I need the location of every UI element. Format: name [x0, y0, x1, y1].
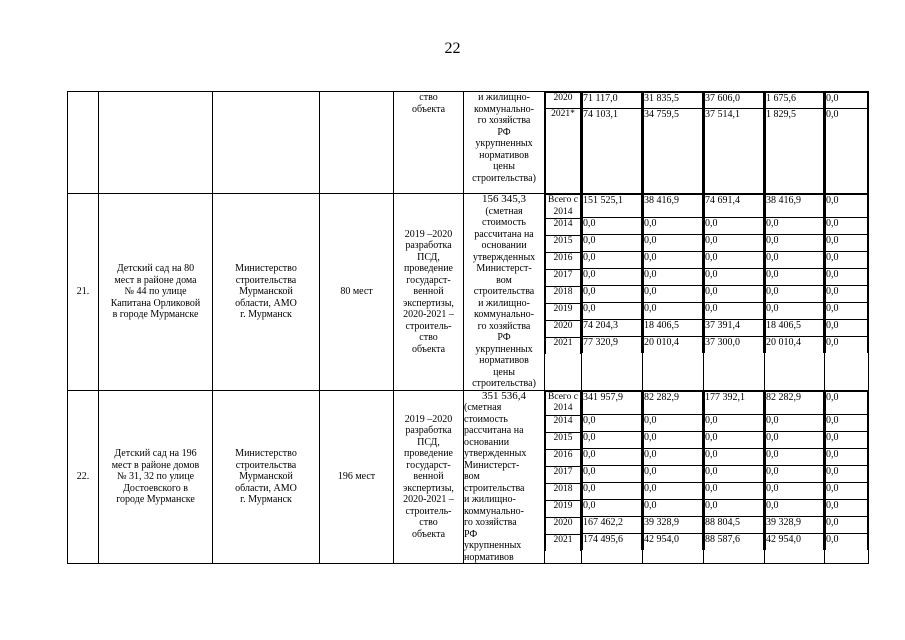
year-cell: 2021 [546, 338, 581, 355]
year-cell: 2016 [546, 253, 581, 270]
federal-cell: 82 282,9 [644, 391, 703, 414]
local-cell: 39 328,9 [766, 516, 824, 533]
other-cell-column [825, 390, 869, 564]
total-cell: 0,0 [583, 499, 642, 516]
other-cell: 0,0 [826, 320, 868, 337]
other-cell: 0,0 [826, 448, 868, 465]
local-cell: 82 282,9 [766, 391, 824, 414]
local-cell: 0,0 [766, 431, 824, 448]
regional-cell: 0,0 [705, 218, 764, 235]
year-cell: 2020 [546, 321, 581, 338]
regional-cell: 88 587,6 [705, 533, 764, 550]
year-cell: 2017 [546, 270, 581, 287]
year-cell: 2016 [546, 449, 581, 466]
regional-cell: 0,0 [705, 286, 764, 303]
local-cell: 0,0 [766, 482, 824, 499]
federal-cell: 42 954,0 [644, 533, 703, 550]
total-cell: 0,0 [583, 465, 642, 482]
federal-cell: 0,0 [644, 414, 703, 431]
other-cell: 0,0 [826, 414, 868, 431]
federal-cell: 0,0 [644, 303, 703, 320]
other-cell: 0,0 [826, 93, 868, 109]
other-cell-column [825, 194, 869, 391]
other-cell: 0,0 [826, 235, 868, 252]
cost-note: (сметная стоимость рассчитана на основании утвержденных Министерст- вом строительства и жилищно- коммунально- го хозяйства РФ укрупненных нормативов [464, 402, 527, 563]
federal-cell-column [643, 92, 704, 194]
program-table [67, 91, 869, 564]
other-cell: 0,0 [826, 516, 868, 533]
other-cell-column [825, 92, 869, 194]
total-cell: 167 462,2 [583, 516, 642, 533]
total-cell: 0,0 [583, 414, 642, 431]
local-cell: 0,0 [766, 303, 824, 320]
year-cell: 2014 [546, 415, 581, 432]
local-cell-column [765, 194, 825, 391]
stage-text: 2019 –2020 разработка ПСД, проведение государст- венной экспертизы, 2020-2021 – строитель- ство объекта [403, 413, 454, 540]
local-cell: 0,0 [766, 286, 824, 303]
total-cell: 0,0 [583, 448, 642, 465]
regional-cell: 0,0 [705, 269, 764, 286]
stage-cell [394, 390, 464, 564]
empty-cell [99, 92, 213, 194]
stage-text: ство объекта [411, 92, 446, 115]
capacity-text: 80 мест [340, 286, 373, 297]
stage-text: 2019 –2020 разработка ПСД, проведение государст- венной экспертизы, 2020-2021 – строитель- ство объекта [403, 228, 454, 355]
local-cell: 38 416,9 [766, 195, 824, 218]
regional-cell: 88 804,5 [705, 516, 764, 533]
other-cell: 0,0 [826, 391, 868, 414]
year-cell-column [545, 92, 582, 194]
local-cell: 0,0 [766, 499, 824, 516]
federal-cell: 0,0 [644, 448, 703, 465]
object-name: Детский сад на 196 мест в районе домов № 31, 32 по улице Достоевского в городе Мурманске [111, 448, 200, 505]
total-cell: 0,0 [583, 218, 642, 235]
other-cell: 0,0 [826, 218, 868, 235]
object-name-cell [99, 194, 213, 391]
local-cell: 1 675,6 [766, 93, 824, 109]
regional-cell: 37 514,1 [705, 109, 764, 194]
table-row [68, 194, 869, 391]
regional-cell: 0,0 [705, 482, 764, 499]
local-cell: 0,0 [766, 448, 824, 465]
total-cell: 74 204,3 [583, 320, 642, 337]
row-number-cell [68, 390, 99, 564]
regional-cell: 37 391,4 [705, 320, 764, 337]
regional-cell: 0,0 [705, 499, 764, 516]
regional-cell: 37 300,0 [705, 337, 764, 354]
year-cell: 2019 [546, 500, 581, 517]
other-cell: 0,0 [826, 195, 868, 218]
regional-cell: 0,0 [705, 252, 764, 269]
total-cell: 74 103,1 [583, 109, 642, 194]
regional-cell: 0,0 [705, 431, 764, 448]
year-cell: 2020 [546, 517, 581, 534]
other-cell: 0,0 [826, 482, 868, 499]
cost-value: 351 536,4 [482, 389, 526, 402]
total-cell-column [582, 194, 643, 391]
table-row [68, 390, 869, 564]
federal-cell: 0,0 [644, 235, 703, 252]
regional-cell: 37 606,0 [705, 93, 764, 109]
customer-cell [213, 194, 320, 391]
federal-cell: 0,0 [644, 465, 703, 482]
table-row-continued [68, 92, 869, 194]
regional-cell: 0,0 [705, 235, 764, 252]
year-cell: Всего с 2014 [546, 195, 581, 219]
year-cell: 2017 [546, 466, 581, 483]
regional-cell-column [704, 92, 765, 194]
local-cell: 0,0 [766, 465, 824, 482]
cost-cell [464, 92, 545, 194]
federal-cell: 31 835,5 [644, 93, 703, 109]
year-cell: 2020 [546, 93, 581, 109]
year-cell: 2014 [546, 219, 581, 236]
cost-value: 156 345,3 [482, 193, 526, 205]
federal-cell: 0,0 [644, 286, 703, 303]
total-cell: 0,0 [583, 431, 642, 448]
local-cell: 18 406,5 [766, 320, 824, 337]
regional-cell-column [704, 390, 765, 564]
capacity-text: 196 мест [337, 471, 376, 482]
regional-cell: 0,0 [705, 465, 764, 482]
local-cell: 0,0 [766, 269, 824, 286]
local-cell: 20 010,4 [766, 337, 824, 354]
empty-cell [213, 92, 320, 194]
year-cell: Всего с 2014 [546, 391, 581, 415]
customer-cell [213, 390, 320, 564]
total-cell-column [582, 390, 643, 564]
total-cell: 174 495,6 [583, 533, 642, 550]
federal-cell: 38 416,9 [644, 195, 703, 218]
stage-cell [394, 92, 464, 194]
other-cell: 0,0 [826, 252, 868, 269]
customer-text: Министерство строительства Мурманской области, АМО г. Мурманск [235, 263, 297, 320]
local-cell: 0,0 [766, 235, 824, 252]
other-cell: 0,0 [826, 286, 868, 303]
local-cell: 0,0 [766, 218, 824, 235]
row-number: 22. [76, 471, 90, 482]
row-number: 21. [76, 286, 90, 297]
year-cell: 2018 [546, 483, 581, 500]
total-cell: 77 320,9 [583, 337, 642, 354]
total-cell: 0,0 [583, 235, 642, 252]
cost-cell [464, 194, 545, 391]
total-cell: 0,0 [583, 252, 642, 269]
other-cell: 0,0 [826, 465, 868, 482]
customer-text: Министерство строительства Мурманской области, АМО г. Мурманск [235, 448, 297, 505]
federal-cell: 20 010,4 [644, 337, 703, 354]
federal-cell: 18 406,5 [644, 320, 703, 337]
cost-cell [464, 390, 545, 564]
federal-cell: 39 328,9 [644, 516, 703, 533]
federal-cell: 0,0 [644, 218, 703, 235]
other-cell: 0,0 [826, 431, 868, 448]
total-cell: 151 525,1 [583, 195, 642, 218]
other-cell: 0,0 [826, 499, 868, 516]
cost-note: (сметная стоимость рассчитана на основании утвержденных Министерст- вом строительства и жилищно- коммунально- го хозяйства РФ укрупненных нормативов цены строительства) [472, 205, 536, 389]
total-cell-column [582, 92, 643, 194]
cost-note: и жилищно- коммунально- го хозяйства РФ укрупненных нормативов цены строительства) [472, 92, 536, 184]
local-cell-column [765, 92, 825, 194]
federal-cell: 0,0 [644, 482, 703, 499]
other-cell: 0,0 [826, 337, 868, 354]
year-cell: 2015 [546, 432, 581, 449]
local-cell: 0,0 [766, 252, 824, 269]
local-cell: 1 829,5 [766, 109, 824, 194]
other-cell: 0,0 [826, 269, 868, 286]
local-cell: 42 954,0 [766, 533, 824, 550]
federal-cell: 34 759,5 [644, 109, 703, 194]
local-cell-column [765, 390, 825, 564]
year-cell: 2021 [546, 534, 581, 551]
empty-cell [68, 92, 99, 194]
total-cell: 71 117,0 [583, 93, 642, 109]
capacity-cell [320, 390, 394, 564]
other-cell: 0,0 [826, 109, 868, 194]
total-cell: 0,0 [583, 303, 642, 320]
page-number: 22 [444, 40, 461, 57]
regional-cell: 74 691,4 [705, 195, 764, 218]
object-name: Детский сад на 80 мест в районе дома № 44 по улице Капитана Орликовой в городе Мурманске [110, 263, 201, 320]
year-cell: 2021* [546, 109, 581, 194]
stage-cell [394, 194, 464, 391]
total-cell: 0,0 [583, 482, 642, 499]
federal-cell-column [643, 194, 704, 391]
regional-cell: 0,0 [705, 414, 764, 431]
capacity-cell [320, 194, 394, 391]
regional-cell: 177 392,1 [705, 391, 764, 414]
other-cell: 0,0 [826, 533, 868, 550]
federal-cell: 0,0 [644, 252, 703, 269]
year-cell-column [545, 390, 582, 564]
total-cell: 0,0 [583, 269, 642, 286]
federal-cell: 0,0 [644, 431, 703, 448]
total-cell: 0,0 [583, 286, 642, 303]
regional-cell: 0,0 [705, 448, 764, 465]
federal-cell: 0,0 [644, 499, 703, 516]
year-cell-column [545, 194, 582, 391]
total-cell: 341 957,9 [583, 391, 642, 414]
local-cell: 0,0 [766, 414, 824, 431]
empty-cell [320, 92, 394, 194]
other-cell: 0,0 [826, 303, 868, 320]
year-cell: 2018 [546, 287, 581, 304]
regional-cell: 0,0 [705, 303, 764, 320]
regional-cell-column [704, 194, 765, 391]
year-cell: 2015 [546, 236, 581, 253]
object-name-cell [99, 390, 213, 564]
federal-cell: 0,0 [644, 269, 703, 286]
row-number-cell [68, 194, 99, 391]
year-cell: 2019 [546, 304, 581, 321]
federal-cell-column [643, 390, 704, 564]
